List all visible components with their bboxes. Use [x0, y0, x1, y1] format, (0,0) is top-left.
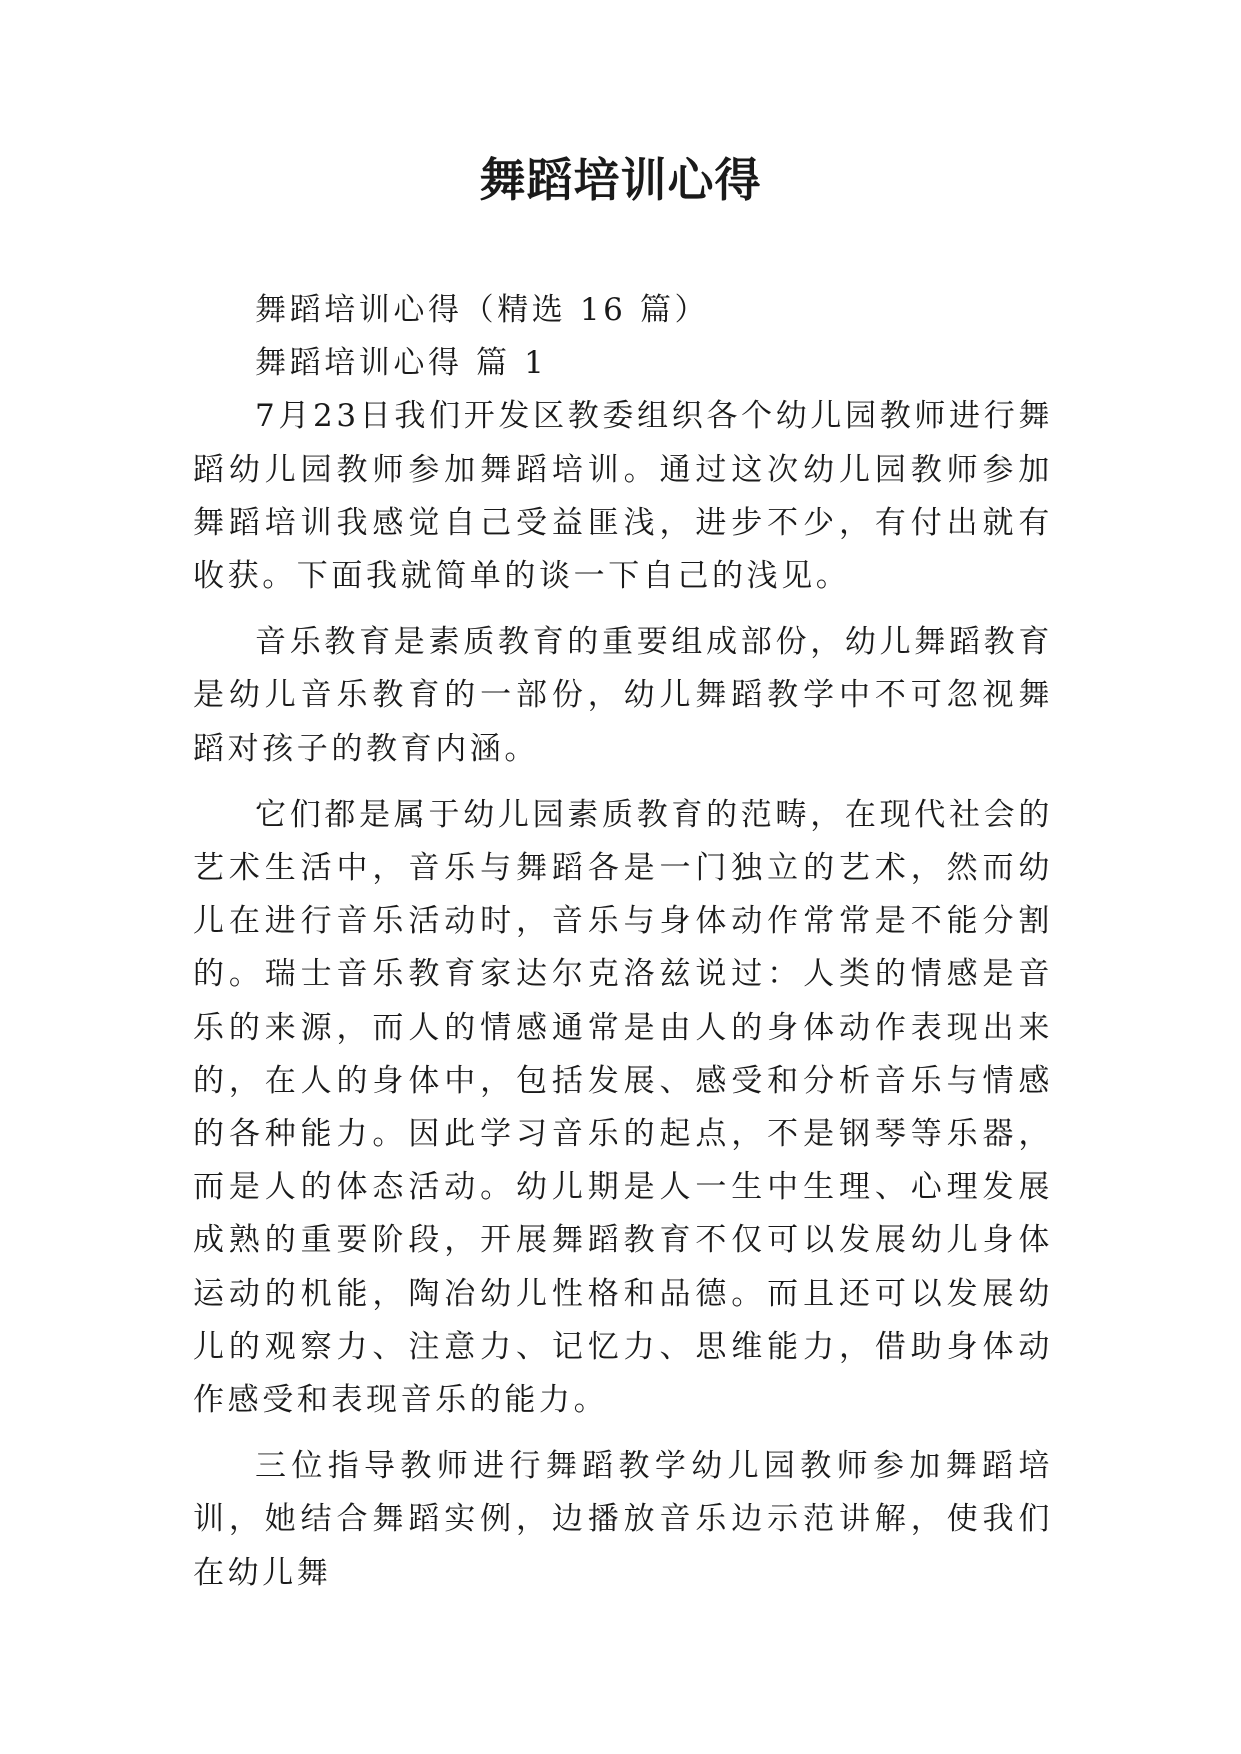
document-subtitle: 舞蹈培训心得（精选 16 篇） — [255, 292, 710, 328]
document-title: 舞蹈培训心得 — [479, 153, 762, 207]
section-heading: 舞蹈培训心得 篇 1 — [255, 345, 548, 382]
body-paragraph: 三位指导教师进行舞蹈教学幼儿园教师参加舞蹈培训，她结合舞蹈实例，边播放音乐边示范讲解，使我们在幼儿舞 — [193, 1448, 1053, 1591]
document-body — [193, 284, 1053, 1600]
body-paragraph: 音乐教育是素质教育的重要组成部份，幼儿舞蹈教育是幼儿音乐教育的一部份，幼儿舞蹈教学中不可忽视舞蹈对孩子的教育内涵。 — [193, 624, 1053, 767]
body-paragraph: 它们都是属于幼儿园素质教育的范畴，在现代社会的艺术生活中，音乐与舞蹈各是一门独立的艺术，然而幼儿在进行音乐活动时，音乐与身体动作常常是不能分割的。瑞士音乐教育家达尔克洛兹说过：人类的情感是音乐的来源，而人的情感通常是由人的身体动作表现出来的，在人的身体中，包括发展、感受和分析音乐与情感的各种能力。因此学习音乐的起点，不是钢琴等乐器，而是人的体态活动。幼儿期是人一生中生理、心理发展成熟的重要阶段，开展舞蹈教育不仅可以发展幼儿身体运动的机能，陶冶幼儿性格和品德。而且还可以发展幼儿的观察力、注意力、记忆力、思维能力，借助身体动作感受和表现音乐的能力。 — [193, 796, 1053, 1419]
body-paragraph: 7月23日我们开发区教委组织各个幼儿园教师进行舞蹈幼儿园教师参加舞蹈培训。通过这次幼儿园教师参加舞蹈培训我感觉自己受益匪浅，进步不少，有付出就有收获。下面我就简单的谈一下自己的浅见。 — [193, 398, 1053, 595]
